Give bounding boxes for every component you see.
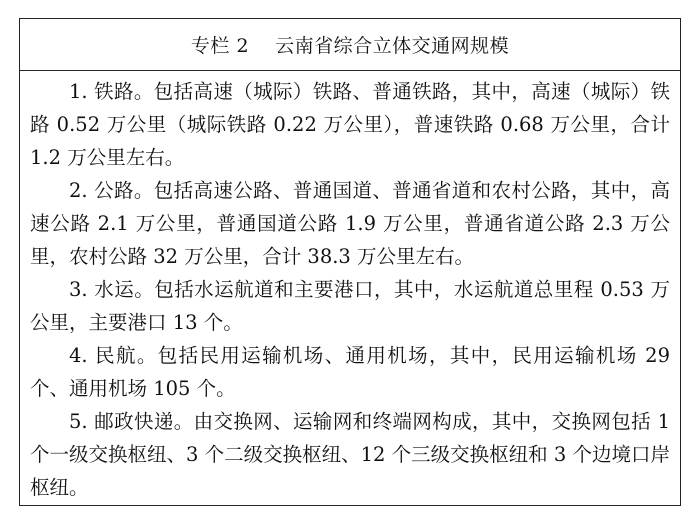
paragraph-highway: 2. 公路。包括高速公路、普通国道、普通省道和农村公路，其中，高速公路 2.1 万公里，普通国道公路 1.9 万公里，普通省道公路 2.3 万公里，农村公路 32 万公里，合计 38.3 万公里左右。 — [30, 179, 670, 268]
paragraph-waterway: 3. 水运。包括水运航道和主要港口，其中，水运航道总里程 0.53 万公里，主要港口 13 个。 — [30, 278, 670, 334]
paragraph-railway: 1. 铁路。包括高速（城际）铁路、普通铁路，其中，高速（城际）铁路 0.52 万公里（城际铁路 0.22 万公里），普速铁路 0.68 万公里，合计 1.2 万公里左右。 — [30, 80, 670, 169]
column-title-text: 云南省综合立体交通网规模 — [275, 35, 510, 57]
column-content — [20, 71, 680, 504]
paragraph-aviation: 4. 民航。包括民用运输机场、通用机场，其中，民用运输机场 29 个、通用机场 105 个。 — [30, 344, 670, 400]
paragraph-postal: 5. 邮政快递。由交换网、运输网和终端网构成，其中，交换网包括 1 个一级交换枢纽、3 个二级交换枢纽、12 个三级交换枢纽和 3 个边境口岸枢纽。 — [30, 410, 670, 499]
column-title — [20, 19, 680, 71]
column-box — [19, 18, 681, 506]
column-title-label: 专栏 2 — [190, 35, 250, 57]
